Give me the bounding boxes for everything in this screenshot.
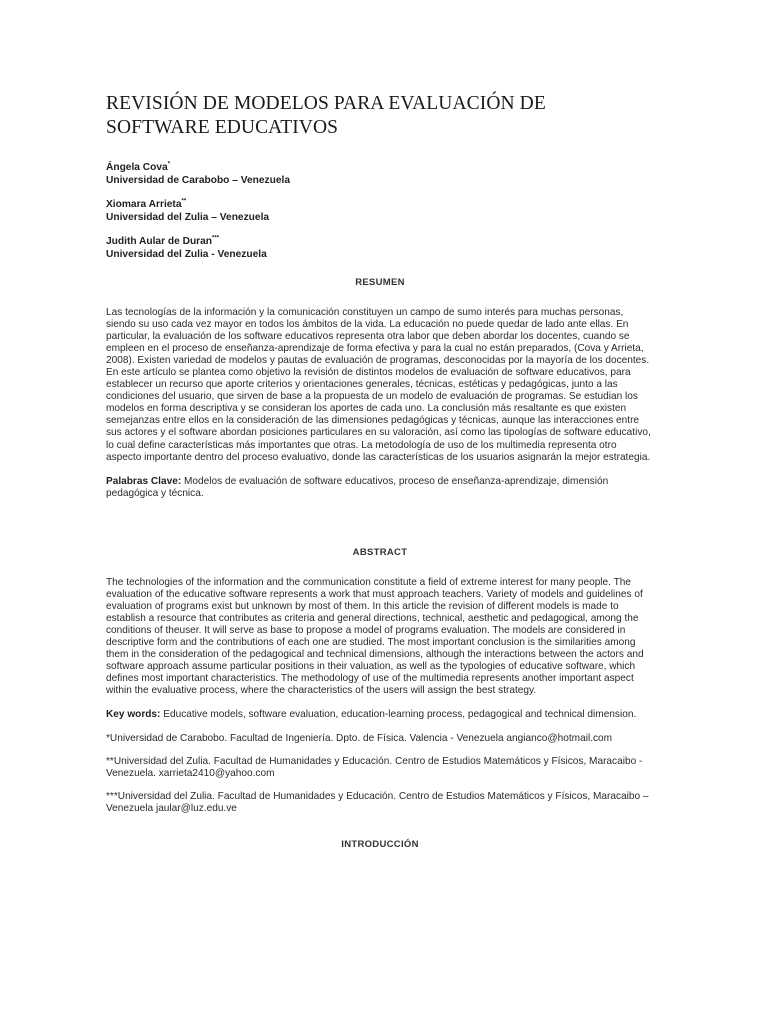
- resumen-text: Las tecnologías de la información y la comunicación constituyen un campo de sumo interés para muchas personas, siendo su uso cada vez mayor en todos los ámbitos de la vida. La educación no puede quedar de lado ante ellas. En particular, la evaluación de los software educativos representa otra labor que deben abordar los docentes, cuando se empleen en el proceso de enseñanza-aprendizaje de forma efectiva y para la cual no están preparados, (Cova y Arrieta, 2008). Existen variedad de modelos y pautas de evaluación de programas, desconocidas por la mayoría de los docentes. En este artículo se plantea como objetivo la revisión de distintos modelos de evaluación de software educativos, para establecer un recurso que aporte criterios y orientaciones generales, técnicas, estéticas y pedagógicas, junto a las condiciones del usuario, que sirven de base a la propuesta de un modelo de evaluación de programas. Se estudian los modelos en forma descriptiva y se consideran los aportes de cada uno. La conclusión más resaltante es que existen semejanzas entre ellos en la consideración de las dimensiones pedagógicas y técnicas, aunque las interacciones entre sus actores y el software abordan posiciones particulares en su valoración, así como las tipologías de software educativo, lo cual define características más importantes que otras. La metodología de uso de los multimedia representa otro aspecto importante dentro del proceso evaluativo, donde las características de los usuarios asignarán la mejor estrategia.: [106, 307, 651, 463]
- author-affiliation: Universidad del Zulia – Venezuela: [106, 212, 270, 223]
- author-footnote-mark: ***: [212, 235, 220, 242]
- author-affiliation: Universidad del Zulia - Venezuela: [106, 249, 267, 260]
- author-name: Judith Aular de Duran: [106, 236, 213, 247]
- resumen-keywords: [106, 476, 654, 500]
- author-footnote-mark: **: [181, 198, 187, 205]
- author-block: [106, 235, 654, 261]
- abstract-keywords: [106, 709, 654, 721]
- author-affiliation: Universidad de Carabobo – Venezuela: [106, 175, 291, 186]
- resumen-keywords-text: Modelos de evaluación de software educativos, proceso de enseñanza-aprendizaje, dimensión pedagógica y técnica.: [106, 475, 609, 499]
- abstract-keywords-text: Educative models, software evaluation, education-learning process, pedagogical and technical dimension.: [163, 709, 637, 721]
- author-block: [106, 198, 654, 224]
- abstract-heading: ABSTRACT: [352, 546, 408, 558]
- paper-page: [106, 92, 654, 850]
- paper-title: [106, 92, 654, 140]
- abstract-text: The technologies of the information and the communication constitute a field of extreme interest for many people. The evaluation of the educative software represents a work that must approach teachers. Variety of models and guidelines of evaluation of programs exist but unknown by most of them. In this article the revision of different models is made to establish a resource that contributes as criteria and general directions, technical, aesthetic and pedagogical, among the conditions of theuser. It will serve as base to propose a model of programs evaluation. The models are considered in descriptive form and the contributions of each one are studied. The most important conclusion is the similarities among them in the consideration of the pedagogical and technical dimensions, although the interactions between the actors and software approach assume particular positions in their valuation, as well as the typologies of educative software, which defines most important characteristics. The methodology of use of the multimedia represents another important aspect within the evaluative process, where the characteristics of the users will assign the best strategy.: [106, 576, 644, 697]
- paper-title-line-2: SOFTWARE EDUCATIVOS: [106, 117, 339, 138]
- footnote: **Universidad del Zulia. Facultad de Humanidades y Educación. Centro de Estudios Matemáticos y Físicos, Maracaibo - Venezuela. xarrieta2410@yahoo.com: [106, 756, 643, 780]
- author-name: Xiomara Arrieta: [106, 199, 182, 210]
- author-name: Ángela Cova: [106, 162, 168, 173]
- author-name-line: [106, 198, 654, 211]
- resumen-heading: RESUMEN: [355, 277, 405, 288]
- author-name-line: [106, 161, 654, 174]
- author-list: [106, 161, 654, 261]
- resumen-keywords-label: Palabras Clave:: [106, 475, 182, 487]
- footnote: *Universidad de Carabobo. Facultad de Ingeniería. Dpto. de Física. Valencia - Venezuela angianco@hotmail.com: [106, 733, 613, 745]
- footnote: ***Universidad del Zulia. Facultad de Humanidades y Educación. Centro de Estudios Matemáticos y Físicos, Maracaibo – Venezuela jaular@luz.edu.ve: [106, 791, 649, 815]
- abstract-keywords-label: Key words:: [106, 709, 161, 721]
- author-footnote-mark: *: [167, 161, 171, 168]
- section-heading-introduccion: INTRODUCCIÓN: [341, 839, 419, 851]
- author-name-line: [106, 235, 654, 248]
- paper-title-line-1: REVISIÓN DE MODELOS PARA EVALUACIÓN DE: [106, 93, 546, 114]
- author-block: [106, 161, 654, 187]
